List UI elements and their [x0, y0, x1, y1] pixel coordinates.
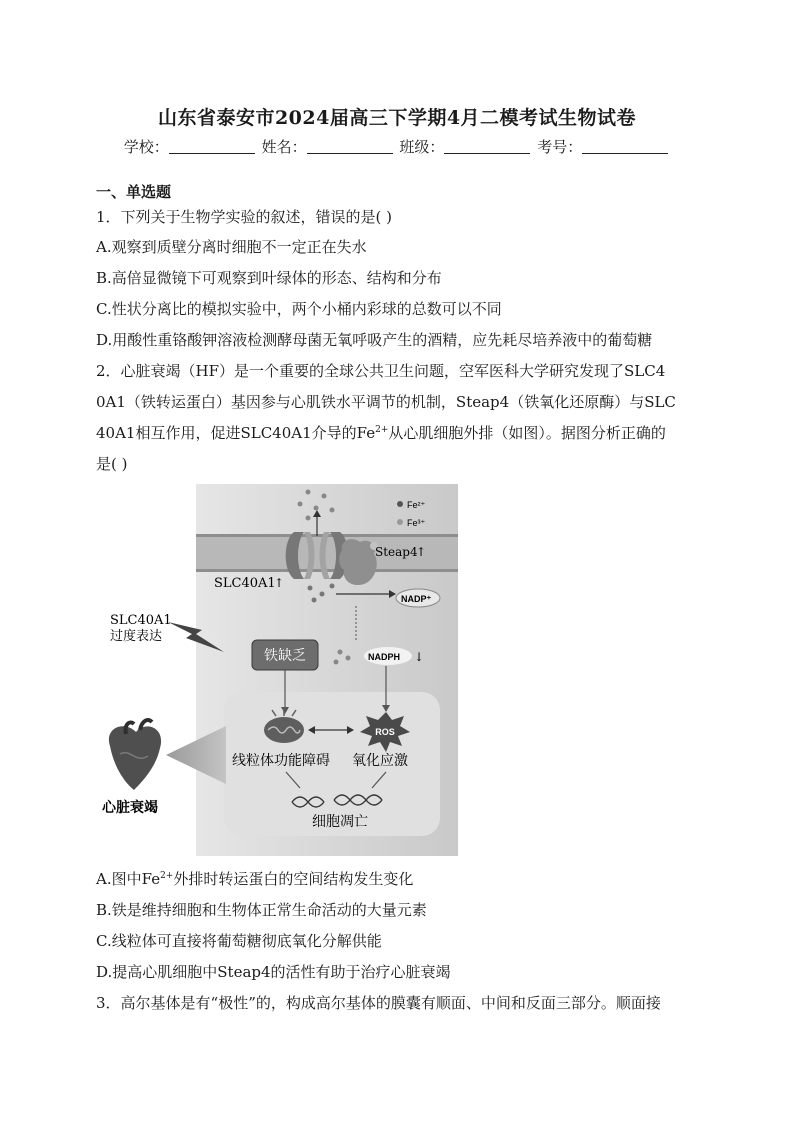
nadp-label: NADP⁺	[401, 594, 432, 604]
q1-option-a[interactable]: A.观察到质壁分离时细胞不一定正在失水	[96, 238, 367, 256]
q2-stem-line-1: 2．心脏衰竭（HF）是一个重要的全球公共卫生问题，空军医科大学研究发现了SLC4	[96, 362, 666, 380]
fe-charge-superscript: 2+	[375, 425, 389, 435]
class-label: 班级：	[399, 138, 445, 156]
ros-label: ROS	[375, 727, 395, 737]
q2-option-b[interactable]: B.铁是维持细胞和生物体正常生命活动的大量元素	[96, 901, 427, 919]
mito-dysfunction-label: 线粒体功能障碍	[232, 753, 330, 769]
q1-stem: 1．下列关于生物学实验的叙述，错误的是( )	[96, 208, 393, 226]
q2-option-d[interactable]: D.提高心肌细胞中Steap4的活性有助于治疗心脏衰竭	[96, 963, 451, 981]
q2-option-a[interactable]	[96, 868, 413, 889]
heart-failure-label: 心脏衰竭	[102, 800, 158, 816]
exam-title: 山东省泰安市2024届高三下学期4月二模考试生物试卷	[157, 107, 637, 129]
q1-option-d[interactable]: D.用酸性重铬酸钾溶液检测酵母菌无氧呼吸产生的酒精，应先耗尽培养液中的葡萄糖	[96, 331, 653, 349]
overexpression-label-2: 过度表达	[110, 629, 163, 644]
school-blank[interactable]	[169, 139, 255, 154]
q2-option-a-superscript: 2+	[160, 871, 174, 881]
nadph-down-arrow: ↓	[414, 650, 425, 664]
nadph-label: NADPH	[368, 652, 401, 662]
steap-up-arrow: ↑	[416, 545, 427, 559]
name-label: 姓名：	[261, 138, 307, 156]
class-blank[interactable]	[444, 139, 530, 154]
overexpression-label-1: SLC40A1	[110, 613, 172, 628]
fe2-legend-label: Fe²⁺	[407, 500, 426, 510]
q2-stem-line-2: 0A1（铁转运蛋白）基因参与心肌铁水平调节的机制，Steap4（铁氧化还原酶）与SLC	[96, 393, 676, 411]
student-info-row	[0, 136, 794, 157]
q2-option-c[interactable]: C.线粒体可直接将葡萄糖彻底氧化分解供能	[96, 932, 382, 950]
q2-stem-line-4: 是( )	[96, 455, 128, 473]
q2-stem-line-3	[96, 422, 666, 443]
heart-failure-diagram	[96, 484, 460, 856]
id-blank[interactable]	[582, 139, 668, 154]
slc40a1-label: SLC40A1	[214, 576, 276, 591]
q2-option-a-tail: 外排时转运蛋白的空间结构发生变化	[173, 870, 414, 888]
section-title: 一、单选题	[96, 183, 172, 201]
id-label: 考号：	[537, 138, 583, 156]
name-blank[interactable]	[307, 139, 393, 154]
fe3-legend-dot	[397, 519, 403, 525]
iron-deficiency-label: 铁缺乏	[264, 648, 306, 664]
school-label: 学校：	[123, 138, 169, 156]
q3-stem: 3．高尔基体是有“极性”的，构成高尔基体的膜囊有顺面、中间和反面三部分。顺面接	[96, 994, 661, 1012]
q2-stem-line-3-tail: 从心肌细胞外排（如图）。据图分析正确的	[388, 424, 666, 442]
oxidative-stress-label: 氧化应激	[352, 753, 408, 769]
fe2-legend-dot	[397, 501, 403, 507]
fe3-legend-label: Fe³⁺	[407, 518, 426, 528]
steap4-label: Steap4	[375, 545, 418, 559]
slc-up-arrow: ↑	[274, 576, 285, 590]
q1-option-b[interactable]: B.高倍显微镜下可观察到叶绿体的形态、结构和分布	[96, 269, 442, 287]
q1-option-c[interactable]: C.性状分离比的模拟实验中，两个小桶内彩球的总数可以不同	[96, 300, 502, 318]
heart-icon	[109, 720, 161, 790]
q2-stem-line-3-text: 40A1相互作用，促进SLC40A1介导的Fe	[96, 424, 376, 442]
q2-option-a-text: A.图中Fe	[96, 870, 161, 888]
apoptosis-label: 细胞凋亡	[312, 814, 368, 830]
